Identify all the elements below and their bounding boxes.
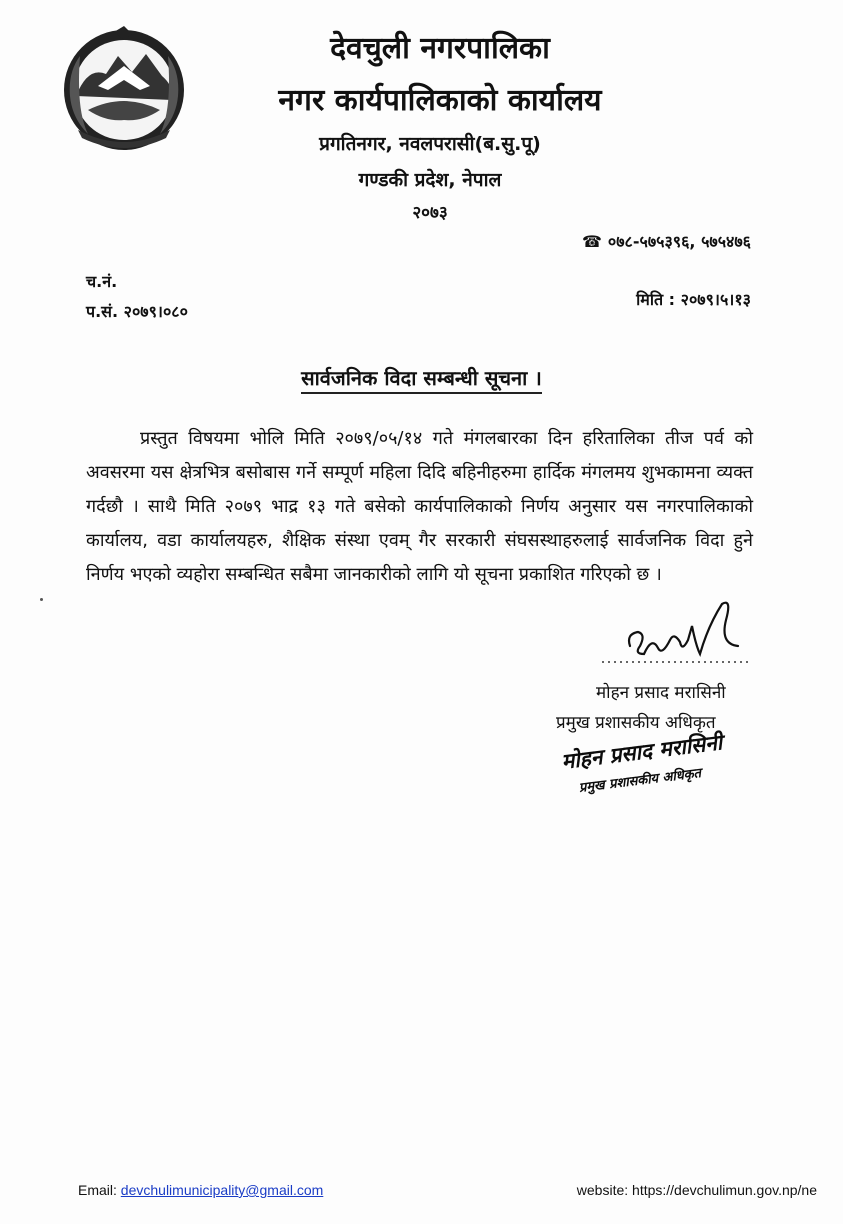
- notice-date: मिति : २०७९।५।१३: [636, 290, 751, 309]
- office-name: नगर कार्यपालिकाको कार्यालय: [278, 83, 602, 118]
- email-link[interactable]: devchulimunicipality@gmail.com: [120, 1182, 324, 1198]
- footer-email: [78, 1182, 323, 1198]
- notice-subject: [0, 364, 843, 391]
- footer-website[interactable]: website: https://devchulimun.gov.np/ne: [576, 1182, 817, 1198]
- footer-email-label: Email:: [78, 1182, 117, 1198]
- stamp-designation: प्रमुख प्रशासकीय अधिकृत: [578, 766, 702, 796]
- office-address: प्रगतिनगर, नवलपरासी(ब.सु.पू): [319, 133, 541, 155]
- notice-body: प्रस्तुत विषयमा भोलि मिति २०७९/०५/१४ गते मंगलबारका दिन हरितालिका तीज पर्व को अवसरमा यस क्षेत्रभित्र बसोबास गर्ने सम्पूर्ण महिला दिदि बहिनीहरुमा हार्दिक मंगलमय शुभकामना व्यक्त गर्दछौ । साथै मिति २०७९ भाद्र १३ गते बसेको कार्यपालिकाको निर्णय अनुसार यस नगरपालिकाको कार्यालय, वडा कार्यालयहरु, शैक्षिक संस्था एवम् गैर सरकारी संघसस्थाहरुलाई सार्वजनिक विदा हुने निर्णय भएको व्यहोरा सम्बन्धित सबैमा जानकारीको लागि यो सूचना प्रकाशित गरिएको छ ।: [86, 428, 753, 585]
- phone-numbers: ०७८-५७५३९६, ५७५४७६: [607, 232, 751, 251]
- scan-speck: [40, 598, 43, 601]
- reference-number: च.नं.: [86, 272, 118, 291]
- established-year: २०७३: [412, 203, 448, 223]
- handwritten-signature: [596, 596, 756, 676]
- notice-subject-text: सार्वजनिक विदा सम्बन्धी सूचना ।: [301, 366, 542, 394]
- municipality-emblem-icon: [58, 26, 190, 154]
- signatory-name: मोहन प्रसाद मरासिनी: [596, 683, 726, 703]
- official-stamp: [560, 726, 746, 807]
- municipality-name: देवचुली नगरपालिका: [330, 31, 550, 66]
- signatory-designation: प्रमुख प्रशासकीय अधिकृत: [556, 713, 716, 733]
- province-name: गण्डकी प्रदेश, नेपाल: [358, 169, 502, 191]
- stamp-name: मोहन प्रसाद मरासिनी: [560, 730, 724, 774]
- phone-line: [582, 230, 751, 252]
- telephone-icon: ☎: [581, 232, 602, 251]
- fiscal-year: प.सं. २०७९।०८०: [86, 302, 188, 321]
